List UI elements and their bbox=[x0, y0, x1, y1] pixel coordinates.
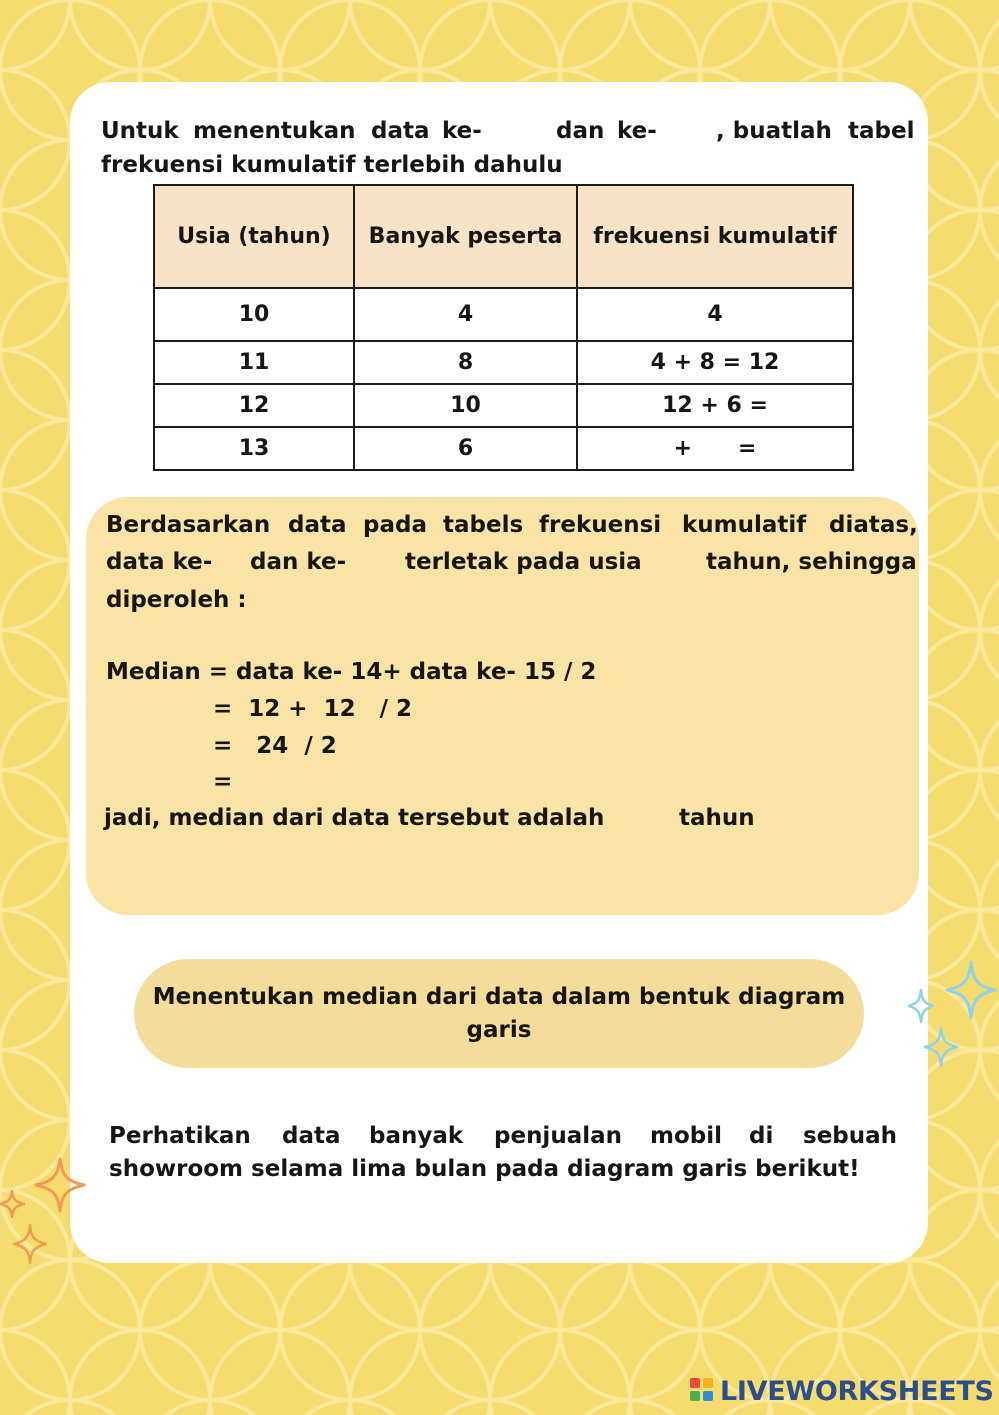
sparkle-blue-icon bbox=[905, 958, 999, 1070]
header-cumulative: frekuensi kumulatif bbox=[577, 185, 853, 288]
table-row bbox=[154, 427, 853, 470]
intro-word: ke- bbox=[442, 118, 482, 144]
analysis-location: terletak pada usia bbox=[405, 549, 642, 575]
header-count: Banyak peserta bbox=[354, 185, 577, 288]
analysis-word: data bbox=[288, 512, 347, 538]
table-row bbox=[154, 288, 853, 341]
table-header-row bbox=[154, 185, 853, 288]
median-step-3: = bbox=[213, 769, 233, 795]
cell-count: 8 bbox=[354, 341, 577, 384]
median-step-1: = 12 + 12 / 2 bbox=[213, 696, 413, 722]
logo-text: LIVEWORKSHEETS bbox=[720, 1375, 994, 1407]
liveworksheets-logo bbox=[690, 1374, 994, 1408]
intro-word: ke- bbox=[617, 118, 657, 144]
instruction-line-1 bbox=[109, 1123, 896, 1153]
instruction-word: penjualan bbox=[494, 1123, 622, 1149]
analysis-data-ke-1: data ke- bbox=[106, 549, 213, 575]
instruction-word: Perhatikan bbox=[109, 1123, 251, 1149]
logo-mark-icon bbox=[690, 1378, 716, 1404]
instruction-word: sebuah bbox=[803, 1123, 898, 1149]
analysis-word: frekuensi bbox=[539, 512, 662, 538]
cell-count: 10 bbox=[354, 384, 577, 427]
cell-cumulative: 4 + 8 = 12 bbox=[577, 341, 853, 384]
cell-age: 11 bbox=[154, 341, 354, 384]
logo-tile bbox=[703, 1391, 713, 1401]
analysis-word: Berdasarkan bbox=[106, 512, 271, 538]
section-title: Menentukan median dari data dalam bentuk diagram garis bbox=[152, 983, 846, 1043]
cell-cumulative: + = bbox=[577, 427, 853, 470]
cell-cumulative: 12 + 6 = bbox=[577, 384, 853, 427]
intro-line-2: frekuensi kumulatif terlebih dahulu bbox=[101, 152, 563, 178]
intro-word: tabel bbox=[848, 118, 915, 144]
cumulative-frequency-table bbox=[153, 184, 854, 471]
logo-tile bbox=[703, 1378, 713, 1388]
header-age: Usia (tahun) bbox=[154, 185, 354, 288]
intro-word: , buatlah bbox=[716, 118, 832, 144]
instruction-word: data bbox=[282, 1123, 341, 1149]
section-title-pill bbox=[134, 959, 864, 1068]
analysis-word: kumulatif bbox=[682, 512, 807, 538]
cell-age: 12 bbox=[154, 384, 354, 427]
median-conclusion: jadi, median dari data tersebut adalah bbox=[104, 805, 605, 831]
analysis-word: pada bbox=[363, 512, 427, 538]
logo-tile bbox=[690, 1378, 700, 1388]
analysis-line-1 bbox=[106, 512, 918, 542]
cell-count: 6 bbox=[354, 427, 577, 470]
instruction-word: di bbox=[749, 1123, 774, 1149]
cell-age: 10 bbox=[154, 288, 354, 341]
instruction-word: mobil bbox=[650, 1123, 722, 1149]
sparkle-orange-icon bbox=[0, 1155, 90, 1267]
analysis-diperoleh: diperoleh : bbox=[106, 587, 247, 613]
analysis-word: diatas, bbox=[829, 512, 918, 538]
table-row bbox=[154, 384, 853, 427]
median-step-2: = 24 / 2 bbox=[213, 733, 337, 759]
instruction-word: banyak bbox=[369, 1123, 464, 1149]
instruction-line-2: showroom selama lima bulan pada diagram garis berikut! bbox=[109, 1156, 860, 1182]
table-row bbox=[154, 341, 853, 384]
analysis-tahun: tahun, sehingga bbox=[706, 549, 917, 575]
analysis-word: tabels bbox=[443, 512, 524, 538]
intro-word: data bbox=[371, 118, 430, 144]
cell-cumulative: 4 bbox=[577, 288, 853, 341]
logo-tile bbox=[690, 1391, 700, 1401]
cell-count: 4 bbox=[354, 288, 577, 341]
intro-word: Untuk bbox=[101, 118, 179, 144]
median-conclusion-unit: tahun bbox=[679, 805, 755, 831]
median-formula: Median = data ke- 14+ data ke- 15 / 2 bbox=[106, 659, 597, 685]
intro-word: dan bbox=[556, 118, 605, 144]
intro-word: menentukan bbox=[193, 118, 356, 144]
cell-age: 13 bbox=[154, 427, 354, 470]
analysis-data-ke-2: dan ke- bbox=[250, 549, 347, 575]
